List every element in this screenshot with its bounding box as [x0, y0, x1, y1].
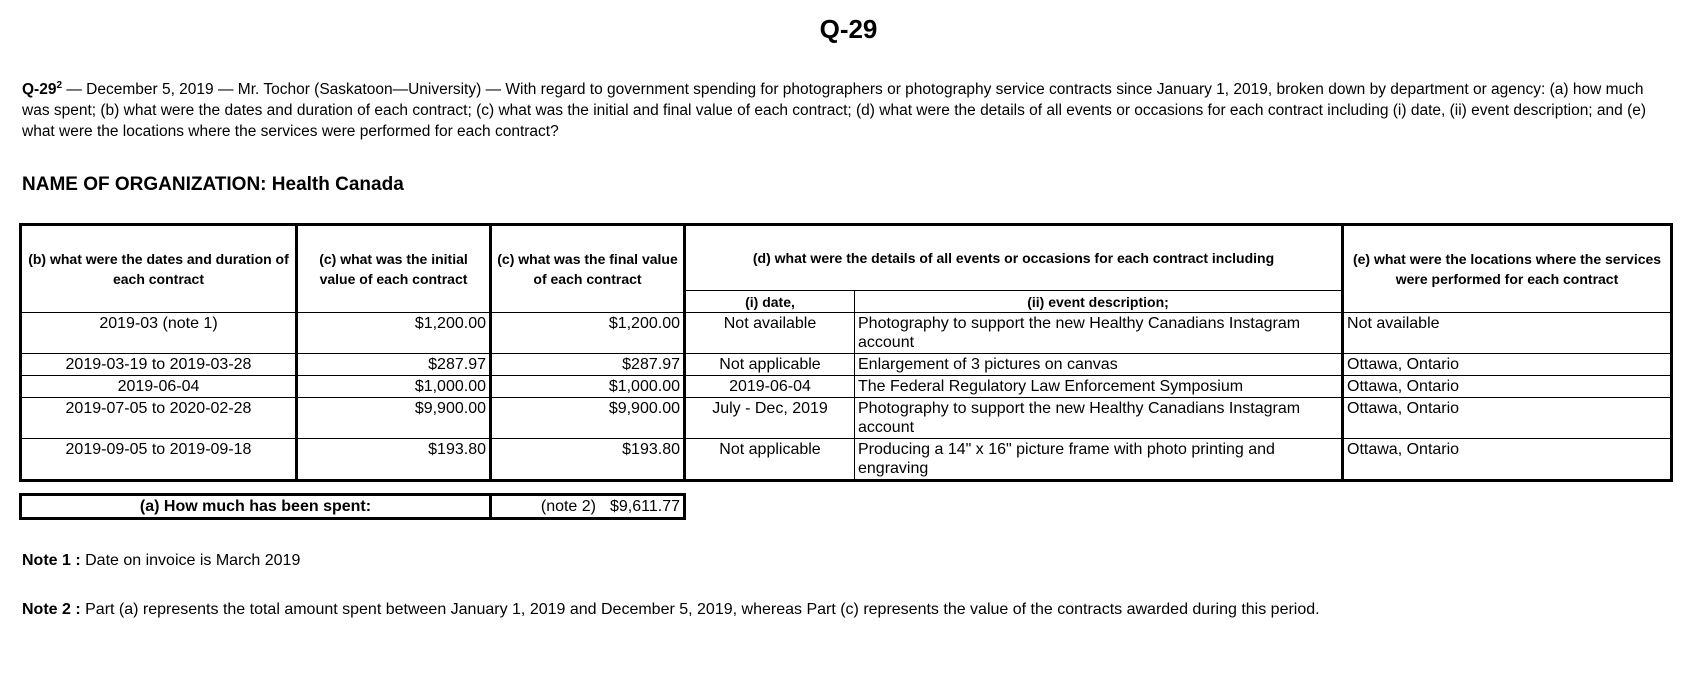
cell-dates: 2019-09-05 to 2019-09-18	[21, 439, 297, 481]
cell-event-description: Photography to support the new Healthy Canadians Instagram account	[855, 398, 1343, 439]
cell-event-date: Not applicable	[685, 354, 855, 376]
note-2-label: Note 2 :	[22, 601, 81, 618]
table-row	[21, 398, 1672, 439]
header-event-details: (d) what were the details of all events or occasions for each contract including	[685, 225, 1343, 291]
cell-event-date: Not applicable	[685, 439, 855, 481]
cell-final-value: $1,200.00	[491, 313, 685, 354]
cell-event-date: July - Dec, 2019	[685, 398, 855, 439]
cell-initial-value: $9,900.00	[297, 398, 491, 439]
header-dates-duration: (b) what were the dates and duration of each contract	[21, 225, 297, 313]
page-title: Q-29	[819, 14, 878, 44]
cell-initial-value: $287.97	[297, 354, 491, 376]
table-row	[21, 376, 1672, 398]
cell-dates: 2019-06-04	[21, 376, 297, 398]
cell-final-value: $193.80	[491, 439, 685, 481]
note-2	[22, 601, 1320, 619]
note-1	[22, 552, 300, 570]
total-note: (note 2)	[540, 498, 596, 515]
cell-event-description: Enlargement of 3 pictures on canvas	[855, 354, 1343, 376]
cell-initial-value: $1,000.00	[297, 376, 491, 398]
cell-event-date: Not available	[685, 313, 855, 354]
total-row	[21, 495, 685, 519]
total-table	[19, 493, 686, 520]
cell-location: Not available	[1343, 313, 1672, 354]
cell-event-description: Photography to support the new Healthy Canadians Instagram account	[855, 313, 1343, 354]
cell-event-date: 2019-06-04	[685, 376, 855, 398]
question-body: — December 5, 2019 — Mr. Tochor (Saskatoon—University) — With regard to government spending for photographers or photography service contracts since January 1, 2019, broken down by department or agency: (a) how much was spent; (b) what were the dates and duration of each contract; (c) what was the initial and final value of each contract; (d) what were the details of all events or occasions for each contract including (i) date, (ii) event description; and (e) what were the locations where the services were performed for each contract?	[22, 81, 1647, 141]
note-2-text: Part (a) represents the total amount spent between January 1, 2019 and December 5, 2019, whereas Part (c) represents the value of the contracts awarded during this period.	[80, 601, 1320, 618]
subheader-event-description: (ii) event description;	[855, 291, 1343, 313]
table-row	[21, 313, 1672, 354]
cell-final-value: $287.97	[491, 354, 685, 376]
header-initial-value: (c) what was the initial value of each contract	[297, 225, 491, 313]
cell-final-value: $1,000.00	[491, 376, 685, 398]
cell-dates: 2019-03 (note 1)	[21, 313, 297, 354]
table-body	[21, 313, 1672, 481]
total-amount: $9,611.77	[610, 498, 680, 515]
note-1-text: Date on invoice is March 2019	[80, 552, 301, 569]
table-row	[21, 439, 1672, 481]
total-label: (a) How much has been spent:	[21, 495, 491, 519]
cell-event-description: Producing a 14" x 16" picture frame with photo printing and engraving	[855, 439, 1343, 481]
header-final-value: (c) what was the final value of each contract	[491, 225, 685, 313]
contracts-table	[19, 223, 1673, 482]
table-header-row	[21, 225, 1672, 291]
subheader-date: (i) date,	[685, 291, 855, 313]
cell-event-description: The Federal Regulatory Law Enforcement Symposium	[855, 376, 1343, 398]
question-number: Q-29	[22, 81, 57, 99]
cell-initial-value: $1,200.00	[297, 313, 491, 354]
question-text-block	[22, 75, 1672, 142]
question-superscript: 2	[56, 80, 63, 91]
cell-location: Ottawa, Ontario	[1343, 376, 1672, 398]
header-locations: (e) what were the locations where the services were performed for each contract	[1343, 225, 1672, 313]
cell-location: Ottawa, Ontario	[1343, 354, 1672, 376]
cell-dates: 2019-03-19 to 2019-03-28	[21, 354, 297, 376]
table-row	[21, 354, 1672, 376]
total-value-cell	[491, 495, 685, 519]
cell-dates: 2019-07-05 to 2020-02-28	[21, 398, 297, 439]
organization-heading: NAME OF ORGANIZATION: Health Canada	[22, 174, 404, 195]
cell-initial-value: $193.80	[297, 439, 491, 481]
cell-location: Ottawa, Ontario	[1343, 439, 1672, 481]
note-1-label: Note 1 :	[22, 552, 81, 569]
cell-final-value: $9,900.00	[491, 398, 685, 439]
cell-location: Ottawa, Ontario	[1343, 398, 1672, 439]
